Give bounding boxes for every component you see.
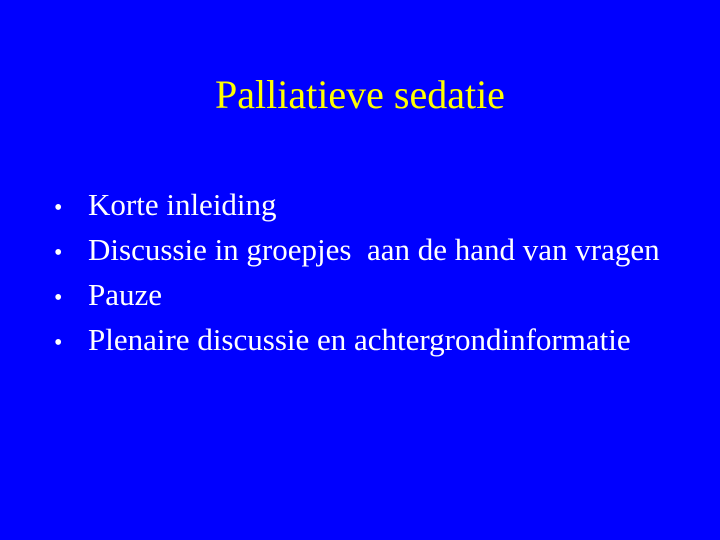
bullet-icon: • [54,285,63,311]
bullet-text: Plenaire discussie en achtergrondinformatie [88,322,631,357]
list-item [54,317,714,362]
list-item [54,227,714,272]
bullet-icon: • [54,195,63,221]
bullet-text: Discussie in groepjes aan de hand van vragen [88,232,660,267]
list-item [54,182,714,227]
bullet-text: Korte inleiding [88,187,277,222]
bullet-icon: • [54,330,63,356]
list-item [54,272,714,317]
bullet-text: Pauze [88,277,163,312]
bullet-icon: • [54,240,63,266]
slide-title: Palliatieve sedatie [215,72,505,117]
bullet-list [54,182,714,362]
